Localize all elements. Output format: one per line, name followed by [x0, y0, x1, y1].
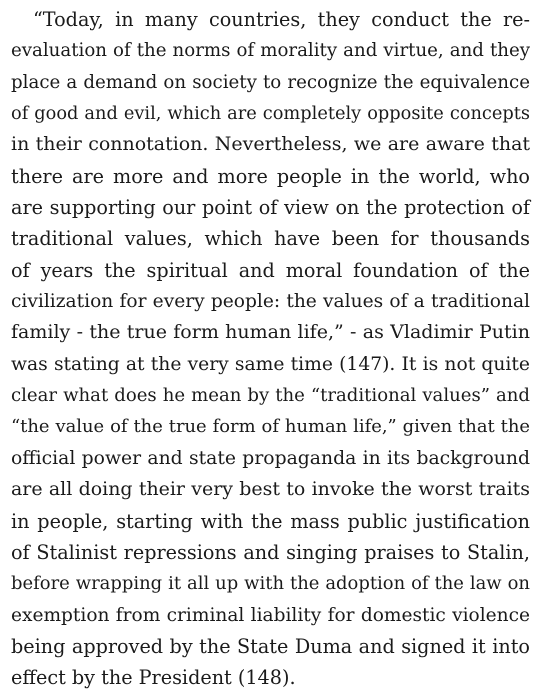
text-line: there are more and more people in the world, who [11, 164, 530, 188]
text-line: place a demand on society to recognize the equivalence [11, 71, 530, 93]
text-line: family - the true form human life,” - as Vladimir Putin [11, 321, 530, 344]
text-line: in their connotation. Nevertheless, we are aware that [11, 133, 530, 156]
text-line: are supporting our point of view on the protection of [11, 196, 530, 220]
text-line: clear what does he mean by the “traditional values” and [11, 385, 530, 407]
text-line: “Today, in many countries, they conduct the re- [33, 8, 530, 31]
text-line: of good and evil, which are completely opposite concepts [11, 103, 530, 125]
text-line: “the value of the true form of human life,” given that the [11, 416, 530, 438]
text-line: evaluation of the norms of morality and virtue, and they [11, 40, 530, 62]
text-line: are all doing their very best to invoke the worst traits [11, 478, 530, 501]
text-line: of Stalinist repressions and singing praises to Stalin, [11, 540, 530, 564]
text-line: civilization for every people: the values of a traditional [11, 291, 530, 313]
text-line: was stating at the very same time (147). It is not quite [11, 353, 530, 375]
text-line: in people, starting with the mass public justification [11, 509, 530, 533]
text-line: official power and state propaganda in its background [11, 447, 530, 469]
text-line: effect by the President (148). [11, 666, 296, 690]
text-line: traditional values, which have been for thousands [11, 227, 530, 251]
text-line: exemption from criminal liability for domestic violence [11, 604, 530, 626]
text-line: being approved by the State Duma and signed it into [11, 634, 530, 658]
text-line: before wrapping it all up with the adoption of the law on [11, 573, 530, 595]
body-paragraph [11, 4, 530, 694]
text-line: of years the spiritual and moral foundation of the [11, 258, 530, 282]
